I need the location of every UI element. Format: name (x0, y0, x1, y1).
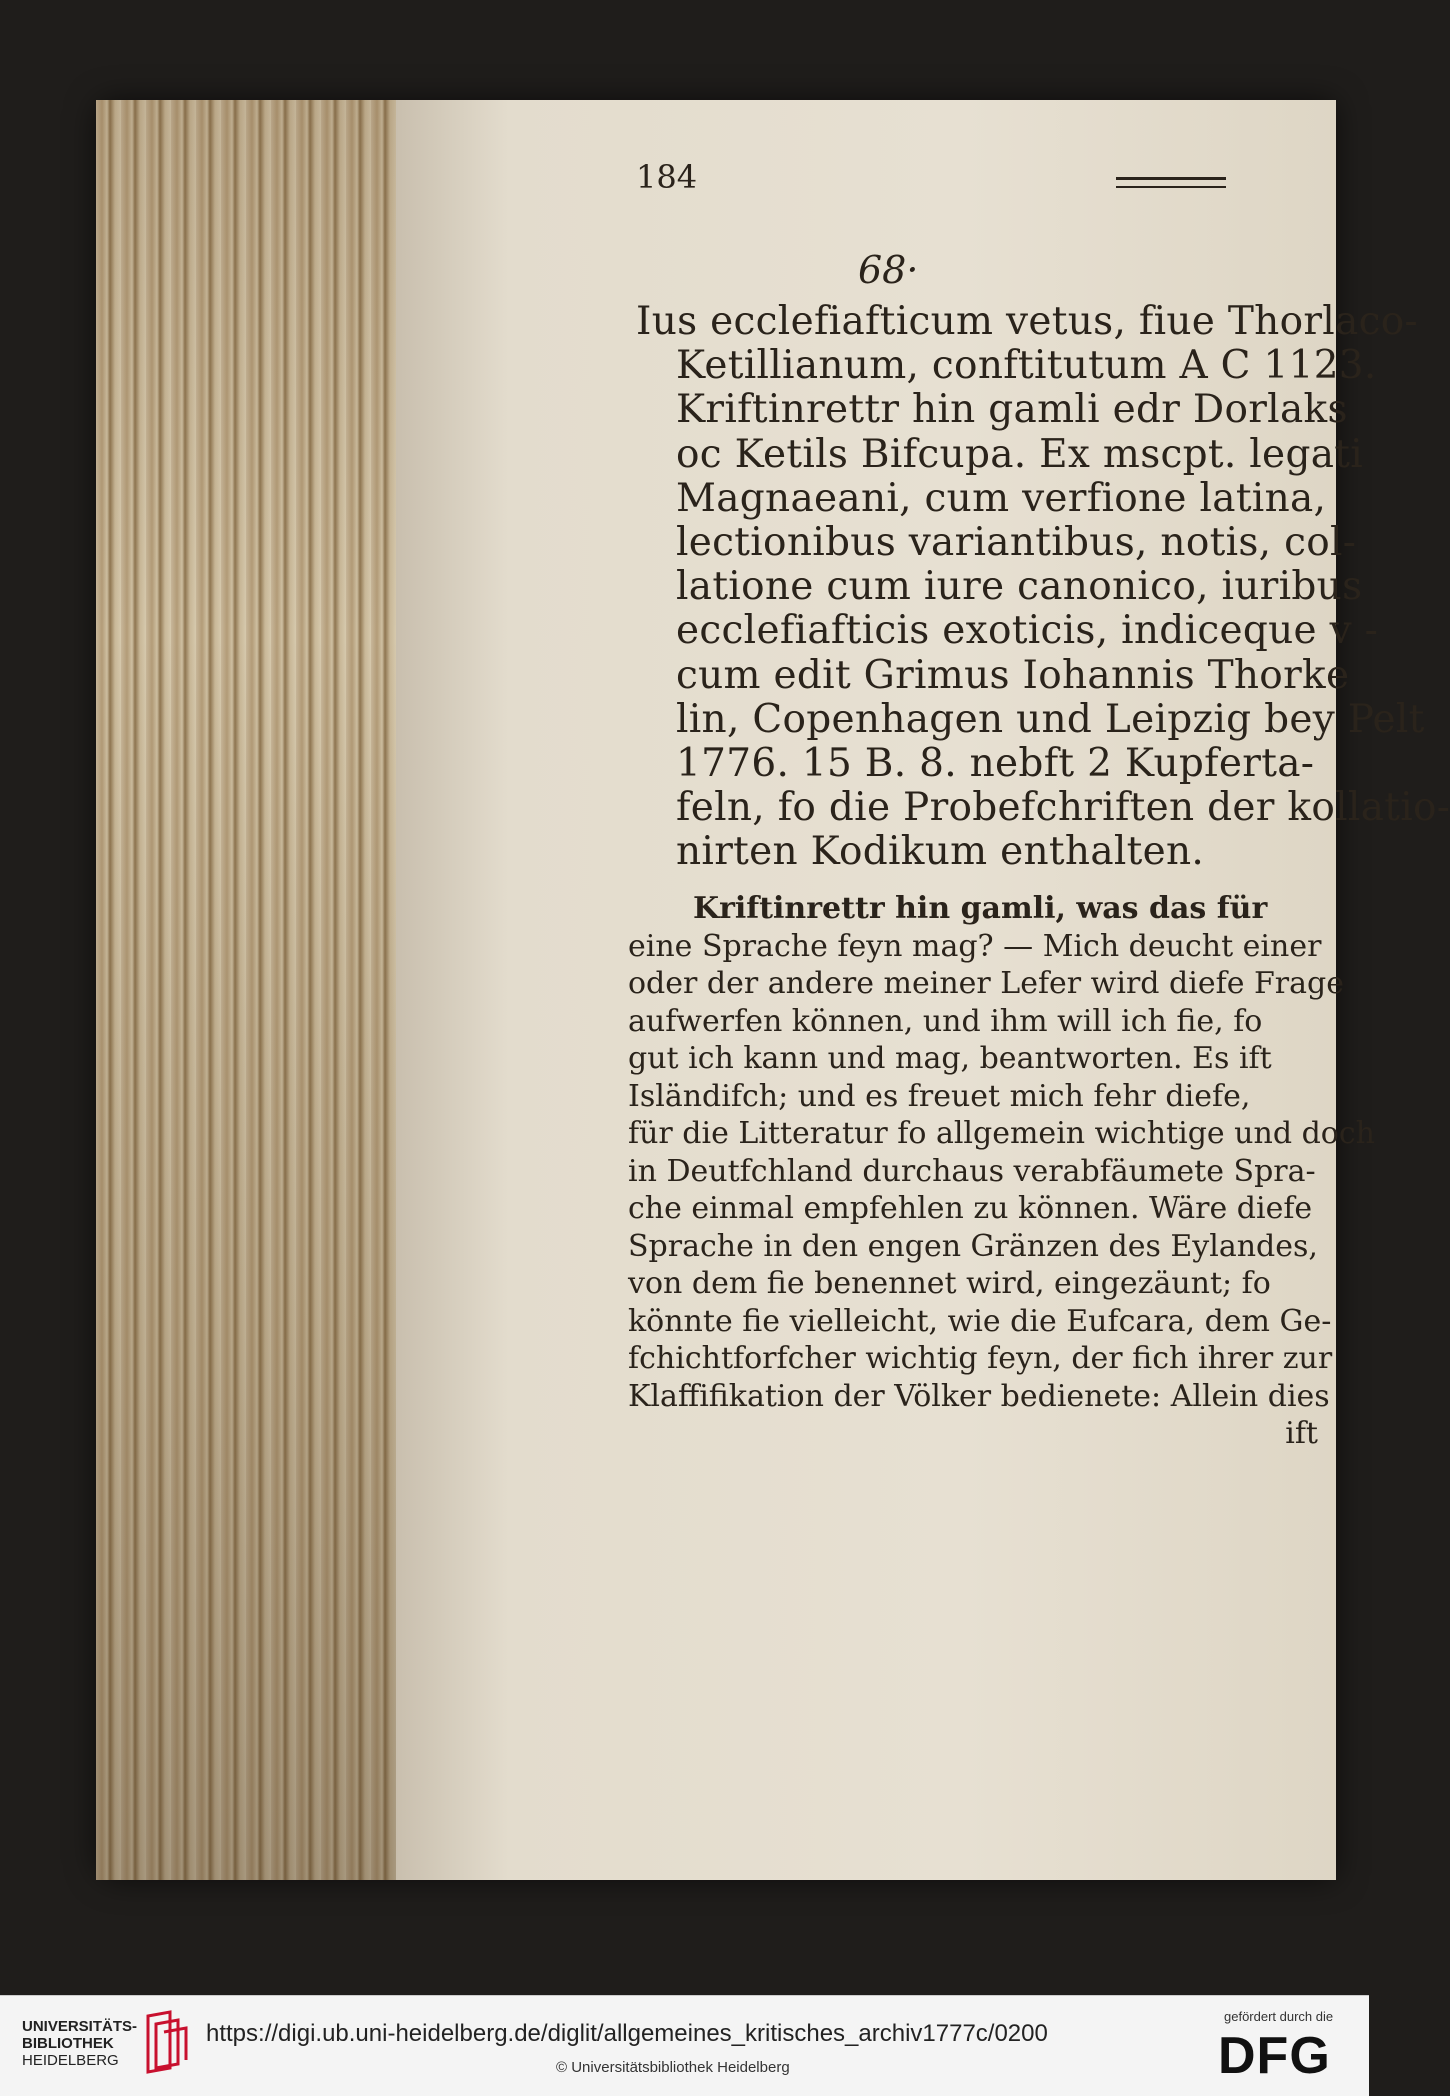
page-number: 184 (636, 158, 698, 196)
text-line: oc Ketils Bifcupa. Ex mscpt. legati (676, 431, 1364, 477)
text-line: in Deutfchland durchaus verabfäumete Spra- (628, 1153, 1316, 1189)
text-line: cum edit Grimus Iohannis Thorke (676, 652, 1350, 698)
page-content (300, 0, 1450, 2095)
viewer-footer (0, 1995, 1369, 2096)
copyright-notice: © Universitätsbibliothek Heidelberg (556, 2059, 790, 2076)
catchword: ift (1285, 1416, 1318, 1451)
text-line: Kriftinrettr hin gamli edr Dorlaks (676, 387, 1348, 433)
text-line: Ketillianum, conftitutum A C 1123. (676, 343, 1377, 389)
permalink-url[interactable]: https://digi.ub.uni-heidelberg.de/diglit/allgemeines_kritisches_archiv1777c/0200 (206, 2020, 1048, 2047)
text-line: Ius ecclefiafticum vetus, fiue Thorlaco- (636, 299, 1419, 344)
library-name (22, 2018, 137, 2069)
header-rule-2 (1116, 186, 1226, 188)
text-line: 1776. 15 B. 8. nebft 2 Kupferta- (676, 741, 1315, 787)
text-line: Sprache in den engen Gränzen des Eylandes, (628, 1228, 1318, 1264)
text-line: ecclefiafticis exoticis, indiceque v - (676, 608, 1379, 654)
text-line: für die Litteratur fo allgemein wichtige und doch (628, 1116, 1375, 1151)
text-line: von dem fie benennet wird, eingezäunt; fo (628, 1266, 1271, 1301)
german-paragraph (628, 890, 1375, 1453)
text-line: nirten Kodikum enthalten. (676, 829, 1205, 875)
funding-label: gefördert durch die (1224, 2009, 1334, 2024)
text-line: oder der andere meiner Lefer wird diefe Frage (628, 966, 1344, 1001)
entry-number: 68· (858, 248, 919, 292)
text-line: könnte fie vielleicht, wie die Eufcara, dem Ge- (628, 1303, 1332, 1339)
header-rule (1116, 177, 1226, 180)
library-line: BIBLIOTHEK (22, 2035, 114, 2052)
text-line: Klaffifikation der Völker bedienete: Allein dies (628, 1378, 1330, 1414)
text-line: lin, Copenhagen und Leipzig bey Pelt (676, 696, 1425, 742)
text-line: feln, fo die Probefchriften der kollatio- (676, 785, 1450, 831)
library-line: HEIDELBERG (22, 2052, 119, 2069)
text-line: aufwerfen können, und ihm will ich fie, fo (628, 1003, 1263, 1039)
library-line: UNIVERSITÄTS- (22, 2018, 138, 2035)
text-line: lectionibus variantibus, notis, col- (676, 520, 1357, 566)
text-line: gut ich kann und mag, beantworten. Es ift (628, 1041, 1272, 1076)
text-line: Magnaeani, cum verfione latina, (676, 475, 1327, 521)
library-logo-icon (142, 2010, 190, 2074)
latin-title-block (636, 299, 1450, 875)
dfg-logo: DFG (1218, 2027, 1331, 2085)
text-line: latione cum iure canonico, iuribus (676, 564, 1363, 610)
text-line: Isländifch; und es freuet mich fehr diefe, (628, 1078, 1251, 1114)
text-line: eine Sprache feyn mag? — Mich deucht einer (628, 928, 1322, 964)
text-line: fchichtforfcher wichtig feyn, der fich ihrer zur (628, 1341, 1333, 1376)
text-line: Kriftinrettr hin gamli, was das für (693, 891, 1268, 926)
text-line: che einmal empfehlen zu können. Wäre diefe (628, 1191, 1313, 1226)
